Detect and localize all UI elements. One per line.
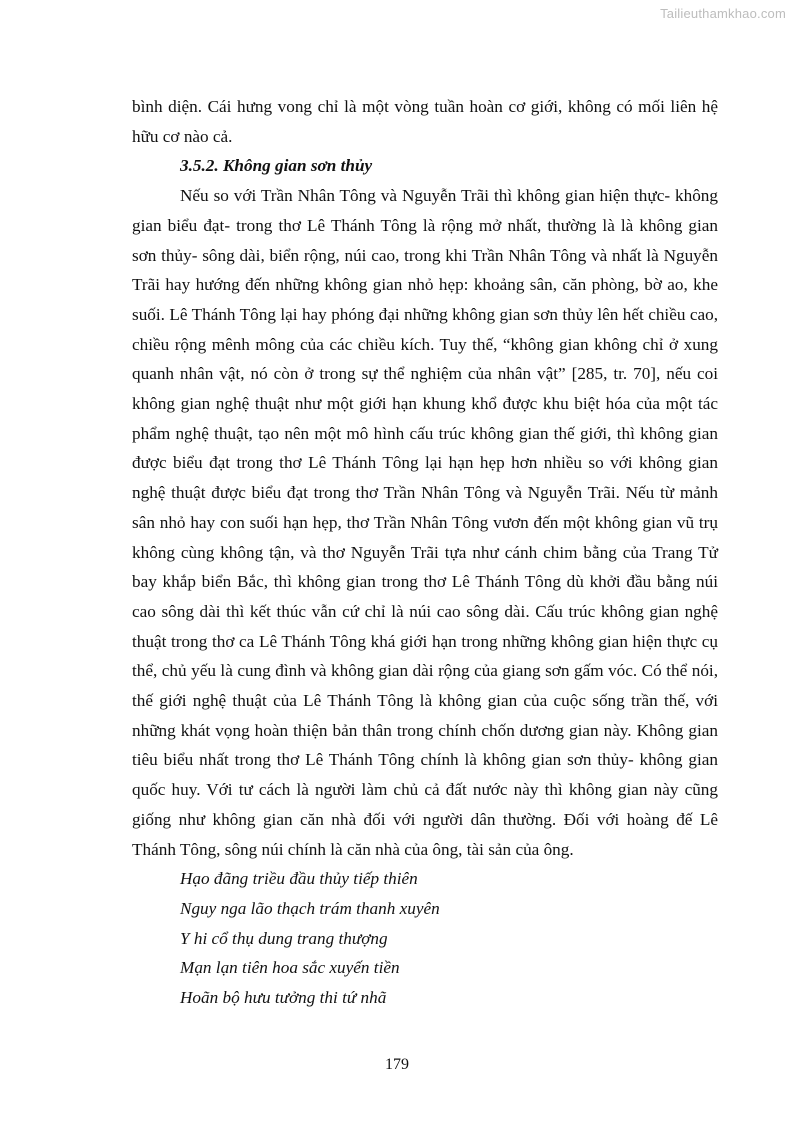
poem-line: Hoãn bộ hưu tưởng thi tứ nhã (180, 988, 387, 1008)
poem-line: Y hi cổ thụ dung trang thượng (180, 928, 388, 948)
watermark: Tailieuthamkhao.com (660, 6, 786, 21)
poem-block (132, 864, 718, 1013)
page-number: 179 (385, 1056, 409, 1073)
poem-line: Nguy nga lão thạch trám thanh xuyên (180, 898, 440, 918)
poem-line: Mạn lạn tiên hoa sắc xuyến tiền (180, 958, 400, 978)
paragraph-continuation: bình diện. Cái hưng vong chỉ là một vòng tuần hoàn cơ giới, không có mối liên hệ hữu cơ nào cả. (132, 97, 718, 146)
page-content (132, 92, 718, 1013)
body-paragraph: Nếu so với Trần Nhân Tông và Nguyễn Trãi thì không gian hiện thực- không gian biểu đạt- trong thơ Lê Thánh Tông là rộng mở nhất, thường là là không gian sơn thủy- sông dài, biển rộng, núi cao, trong khi Trần Nhân Tông và nhất là Nguyễn Trãi hay hướng đến những không gian nhỏ hẹp: khoảng sân, căn phòng, bờ ao, khe suối. Lê Thánh Tông lại hay phóng đại những không gian sơn thủy lên hết chiều cao, chiều rộng mênh mông của các chiều kích. Tuy thế, “không gian không chỉ ở xung quanh nhân vật, nó còn ở trong sự thể nghiệm của nhân vật” [285, tr. 70], nếu coi không gian nghệ thuật như một giới hạn khung khổ được khu biệt hóa của một tác phẩm nghệ thuật, tạo nên một mô hình cấu trúc không gian thế giới, thì không gian được biểu đạt trong thơ Lê Thánh Tông lại hạn hẹp hơn nhiều so với không gian nghệ thuật được biểu đạt trong thơ Trần Nhân Tông và Nguyễn Trãi. Nếu từ mảnh sân nhỏ hay con suối hạn hẹp, thơ Trần Nhân Tông vươn đến một không gian vũ trụ không cùng không tận, và thơ Nguyễn Trãi tựa như cánh chim bằng của Trang Tử bay khắp biển Bắc, thì không gian trong thơ Lê Thánh Tông dù khởi đầu bằng núi cao sông dài thì kết thúc vẫn cứ chỉ là núi cao sông dài. Cấu trúc không gian nghệ thuật trong thơ ca Lê Thánh Tông khá giới hạn trong những không gian hiện thực cụ thể, chủ yếu là cung đình và không gian dài rộng của giang sơn gấm vóc. Có thể nói, thế giới nghệ thuật của Lê Thánh Tông là không gian của cuộc sống trần thế, với những khát vọng hoàn thiện bản thân trong chính chốn dương gian này. Không gian tiêu biểu nhất trong thơ Lê Thánh Tông chính là không gian sơn thủy- không gian quốc huy. Với tư cách là người làm chủ cả đất nước này thì không gian này cũng giống như không gian căn nhà đối với người dân thường. Đối với hoàng đế Lê Thánh Tông, sông núi chính là căn nhà của ông, tài sản của ông. (132, 186, 718, 859)
section-heading: 3.5.2. Không gian sơn thủy (180, 156, 373, 176)
poem-line: Hạo đãng triều đầu thủy tiếp thiên (180, 869, 418, 889)
